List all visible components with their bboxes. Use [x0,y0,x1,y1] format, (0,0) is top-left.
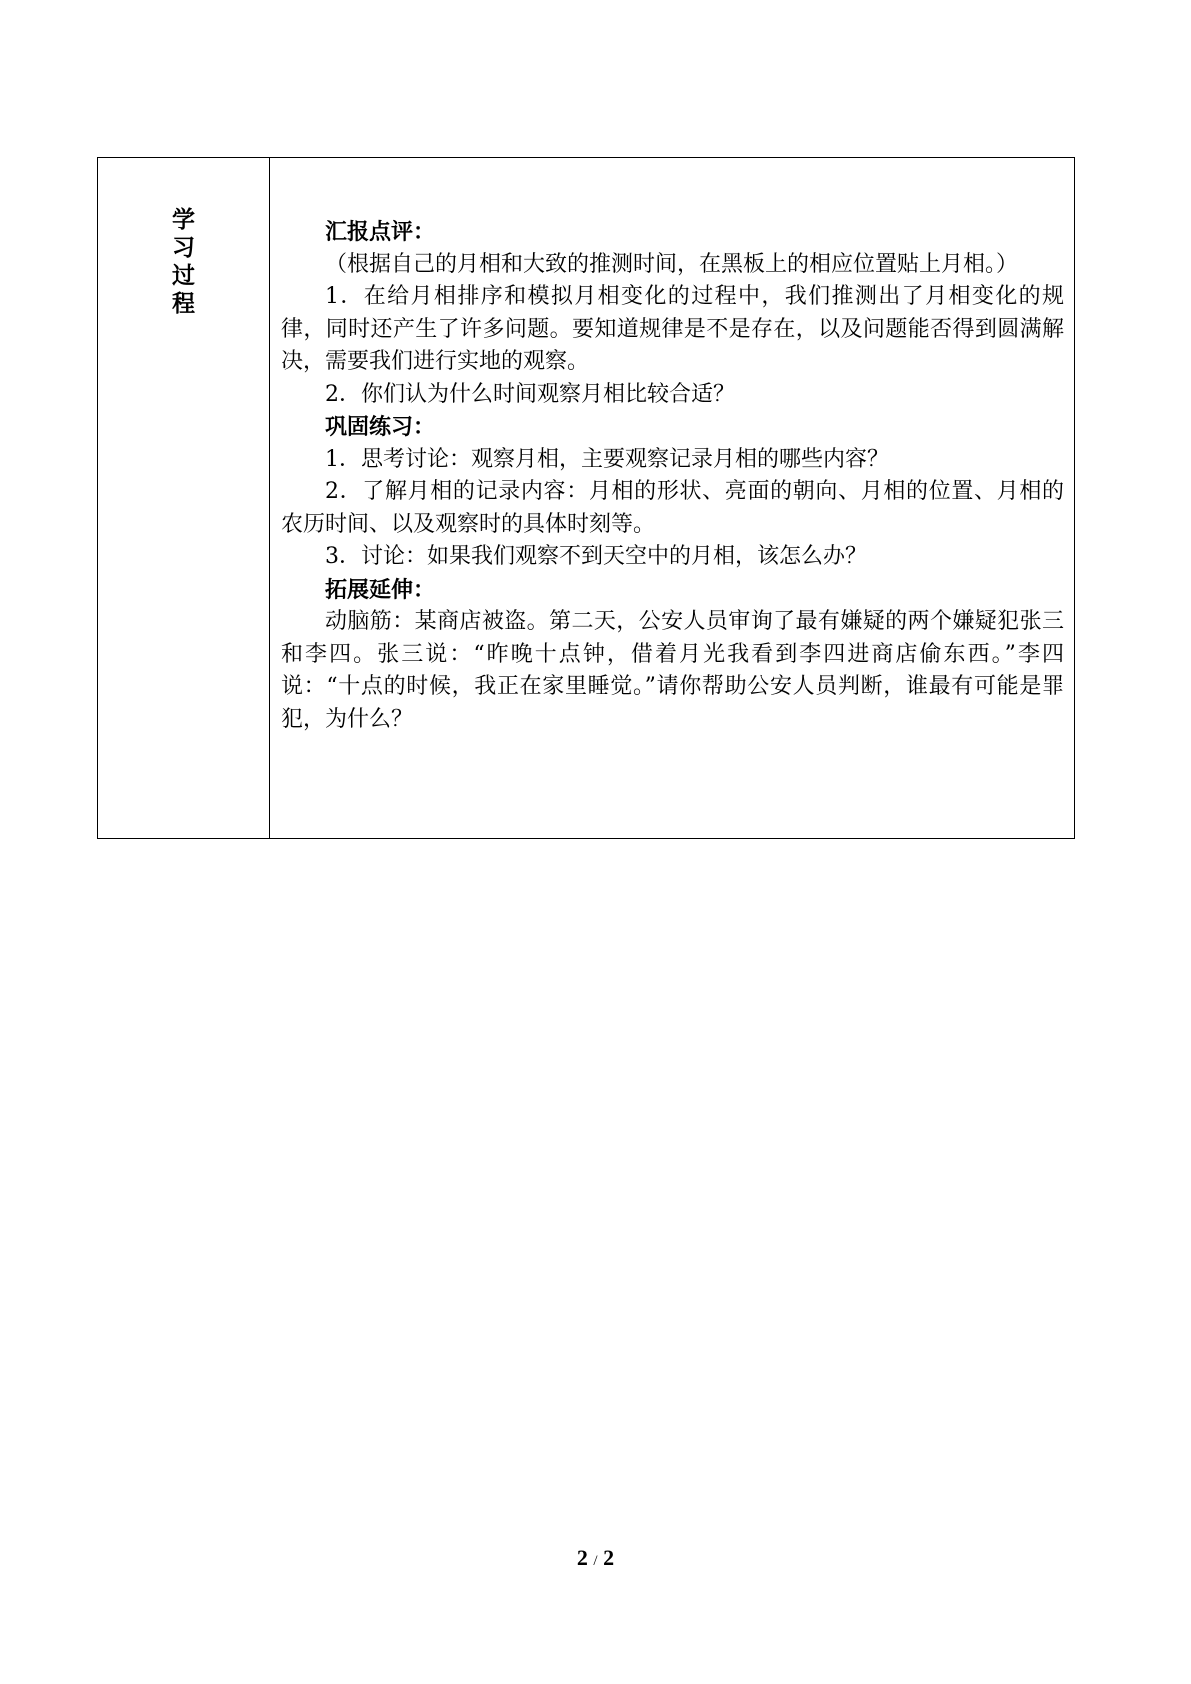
paragraph: 1．在给月相排序和模拟月相变化的过程中，我们推测出了月相变化的规律，同时还产生了许多问题。要知道规律是不是存在，以及问题能否得到圆满解决，需要我们进行实地的观察。 [281,284,1064,374]
paragraph: 2．了解月相的记录内容：月相的形状、亮面的朝向、月相的位置、月相的农历时间、以及观察时的具体时刻等。 [281,479,1064,537]
row-label-char: 习 [172,234,195,261]
lesson-table [97,157,1075,839]
row-label-char: 程 [172,290,195,317]
paragraph: 动脑筋：某商店被盗。第二天，公安人员审询了最有嫌疑的两个嫌疑犯张三和李四。张三说：“昨晚十点钟，借着月光我看到李四进商店偷东西。”李四说：“十点的时候，我正在家里睡觉。”请你帮助公安人员判断，谁最有可能是罪犯，为什么？ [281,609,1064,732]
paragraph: 1．思考讨论：观察月相，主要观察记录月相的哪些内容？ [325,446,889,472]
content-cell [270,158,1074,838]
row-label-char: 学 [172,206,195,233]
paragraph: （根据自己的月相和大致的推测时间，在黑板上的相应位置贴上月相。） [325,251,1019,277]
section-heading-extension: 拓展延伸： [325,576,436,603]
page-number [0,1545,1191,1571]
section-heading-report: 汇报点评： [325,219,436,245]
paragraph: 2．你们认为什么时间观察月相比较合适？ [325,381,735,407]
page-total: 2 [603,1545,615,1570]
row-label [98,206,269,318]
row-label-char: 过 [172,262,195,289]
row-label-cell [98,158,270,838]
paragraph: 3．讨论：如果我们观察不到天空中的月相，该怎么办？ [325,544,867,569]
page-current: 2 [576,1545,588,1570]
page-separator: / [593,1553,598,1569]
section-heading-practice: 巩固练习： [325,414,436,440]
